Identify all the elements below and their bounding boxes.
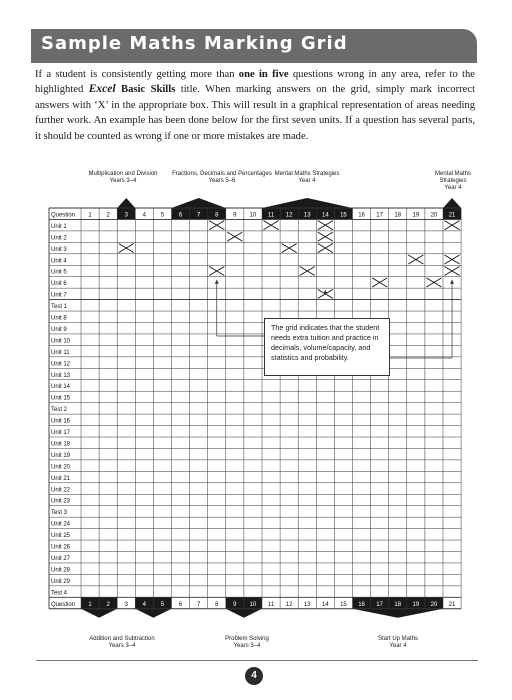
row-label: Unit 21 <box>51 475 71 482</box>
row-label: Test 3 <box>51 510 68 517</box>
footer-question-number: 21 <box>448 601 456 608</box>
row-label: Unit 25 <box>51 533 71 540</box>
page-number: 4 <box>245 667 263 685</box>
row-label: Unit 15 <box>51 395 71 402</box>
bottom-label-start-up-maths: Start Up Maths Year 4 <box>377 636 418 649</box>
page-title: Sample Maths Marking Grid <box>41 33 348 54</box>
header-question-number: 7 <box>196 212 201 219</box>
row-label: Unit 9 <box>51 326 67 333</box>
footer-question-number: 2 <box>106 601 110 608</box>
footer-question-number: 12 <box>285 601 293 608</box>
header-question-number: 19 <box>412 212 420 219</box>
top-pointer-shape <box>262 198 353 208</box>
row-label: Unit 14 <box>51 384 71 391</box>
intro-text-1: If a student is consistently getting more than <box>35 69 239 80</box>
header-question-number: 4 <box>142 212 147 219</box>
title-bar <box>31 29 477 63</box>
header-question-number: 6 <box>178 212 183 219</box>
row-label: Unit 24 <box>51 521 71 528</box>
row-label: Test 1 <box>51 304 68 311</box>
row-label: Unit 23 <box>51 498 71 505</box>
row-label: Unit 11 <box>51 349 70 356</box>
top-label-mental-maths-right: Mental Maths Strategies Year 4 <box>434 171 471 191</box>
bottom-pointer-shape <box>135 609 171 618</box>
row-label: Unit 8 <box>51 315 67 322</box>
bottom-label-addition: Addition and Subtraction Years 3–4 <box>89 636 155 649</box>
row-label: Unit 1 <box>51 223 67 230</box>
footer-question-number: 8 <box>215 601 219 608</box>
basic-skills: Basic Skills <box>115 84 176 96</box>
header-question-number: 21 <box>448 212 456 219</box>
footer-question-number: 7 <box>196 601 201 608</box>
footer-question-number: 16 <box>358 601 365 608</box>
header-question-number: 3 <box>124 212 128 219</box>
marking-grid-area <box>0 160 512 660</box>
row-label: Unit 7 <box>51 292 67 299</box>
header-question-number: 13 <box>303 212 311 219</box>
footer-question-number: 5 <box>160 601 165 608</box>
header-question-number: 5 <box>160 212 165 219</box>
footer-question-number: 14 <box>322 601 329 608</box>
header-question-number: 20 <box>430 212 438 219</box>
footer-question-label: Question <box>51 601 76 608</box>
row-label: Unit 3 <box>51 246 67 253</box>
footer-divider <box>36 660 478 661</box>
row-label: Unit 20 <box>51 464 71 471</box>
footer-question-number: 1 <box>88 601 92 608</box>
bottom-label-problem-solving: Problem Solving Years 3–4 <box>225 636 269 649</box>
footer-question-number: 11 <box>267 601 275 608</box>
header-question-number: 18 <box>394 212 402 219</box>
footer-question-number: 17 <box>376 601 383 608</box>
footer-question-number: 18 <box>394 601 402 608</box>
header-question-number: 8 <box>215 212 219 219</box>
footer-question-number: 20 <box>430 601 438 608</box>
row-label: Unit 6 <box>51 281 67 288</box>
top-pointer-shape <box>117 198 135 208</box>
marking-grid <box>0 160 512 660</box>
callout-arrowhead <box>323 290 327 294</box>
header-question-number: 10 <box>249 212 257 219</box>
row-label: Unit 28 <box>51 567 71 574</box>
top-label-mental-maths: Mental Maths Strategies Year 4 <box>274 171 340 184</box>
row-label: Unit 16 <box>51 418 71 425</box>
intro-paragraph <box>35 67 475 144</box>
top-pointer-shape <box>443 198 461 208</box>
row-label: Test 2 <box>51 407 68 414</box>
footer-question-number: 15 <box>340 601 347 608</box>
row-label: Unit 12 <box>51 361 71 368</box>
callout-arrowhead <box>450 280 454 284</box>
footer-question-number: 3 <box>124 601 128 608</box>
row-label: Unit 17 <box>51 430 71 436</box>
footer-question-number: 13 <box>303 601 311 608</box>
header-question-number: 16 <box>358 212 365 219</box>
top-label-fractions: Fractions, Decimals and Percentages Years 5–6 <box>172 171 272 184</box>
bottom-pointer-shape <box>226 609 262 618</box>
header-question-number: 1 <box>88 212 92 219</box>
intro-text-2: questions wrong in any area, refer to the highlighted <box>35 69 475 96</box>
note-box: The grid indicates that the student needs extra tuition and practice in decimals, volume/capacity, and statistics and probability. <box>264 318 390 376</box>
footer-question-number: 10 <box>249 601 257 608</box>
row-label: Unit 19 <box>51 452 71 459</box>
header-question-number: 2 <box>106 212 110 219</box>
footer-question-number: 19 <box>412 601 420 608</box>
row-label: Unit 18 <box>51 441 71 448</box>
header-question-number: 9 <box>233 212 237 219</box>
header-question-number: 11 <box>267 212 275 219</box>
row-label: Unit 29 <box>51 578 71 585</box>
row-label: Unit 4 <box>51 258 67 265</box>
header-question-number: 14 <box>322 212 329 219</box>
bottom-pointer-shape <box>81 609 117 618</box>
excel-brand: Excel <box>88 83 116 96</box>
intro-bold: one in five <box>238 69 289 80</box>
header-question-label: Question <box>51 212 76 219</box>
row-label: Unit 22 <box>51 487 71 494</box>
row-label: Unit 2 <box>51 235 67 242</box>
footer-question-number: 4 <box>142 601 147 608</box>
row-label: Unit 10 <box>51 338 71 345</box>
top-label-multiplication: Multiplication and Division Years 3–4 <box>88 171 158 184</box>
intro-text-3: title. When marking answers on the grid, simply mark incorrect answers with ‘X’ in the appropriate box. This will result in a graphical representation of areas needing further work. An example has been done below for the first seven units. If a question has several parts, it should be counted as wrong if one or more mistakes are made. <box>35 84 476 142</box>
header-question-number: 15 <box>340 212 347 219</box>
row-label: Unit 13 <box>51 372 71 379</box>
row-label: Unit 5 <box>51 269 67 276</box>
top-pointer-shape <box>172 198 226 208</box>
header-question-number: 17 <box>376 212 383 219</box>
header-question-number: 12 <box>285 212 293 219</box>
bottom-pointer-shape <box>353 609 444 618</box>
callout-arrowhead <box>215 280 219 284</box>
footer-question-number: 9 <box>233 601 237 608</box>
footer-question-number: 6 <box>178 601 183 608</box>
row-label: Unit 27 <box>51 555 71 562</box>
row-label: Unit 26 <box>51 544 71 551</box>
row-label: Test 4 <box>51 590 68 597</box>
